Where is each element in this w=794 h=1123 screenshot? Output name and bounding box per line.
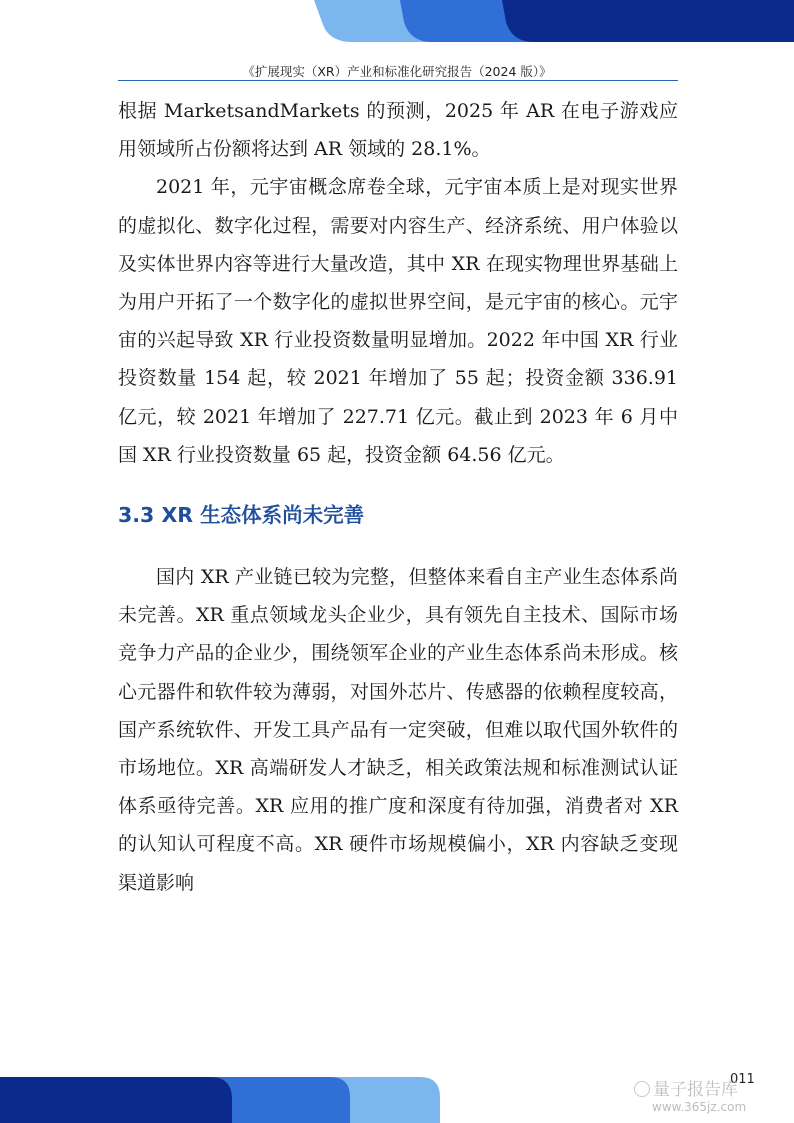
header-title: 《扩展现实（XR）产业和标准化研究报告（2024 版）》 [242, 64, 552, 79]
watermark-name: 量子报告库 [653, 1080, 738, 1100]
section-heading: 3.3 XR 生态体系尚未完善 [118, 503, 365, 528]
top-decorative-band [314, 0, 794, 42]
watermark-icon [634, 1081, 650, 1097]
watermark [634, 1080, 790, 1114]
paragraph-1: 根据 MarketsandMarkets 的预测，2025 年 AR 在电子游戏应用领域所占份额将达到 AR 领域的 28.1%。 [118, 100, 678, 161]
main-content [118, 92, 678, 902]
header-rule [118, 80, 678, 81]
paragraph-3: 国内 XR 产业链已较为完整，但整体来看自主产业生态体系尚未完善。XR 重点领域龙头企业少，具有领先自主技术、国际市场竞争力产品的企业少，围绕领军企业的产业生态体系尚未形成。核心元器件和软件较为薄弱，对国外芯片、传感器的依赖程度较高，国产系统软件、开发工具产品有一定突破，但难以取代国外软件的市场地位。XR 高端研发人才缺乏，相关政策法规和标准测试认证体系亟待完善。XR 应用的推广度和深度有待加强，消费者对 XR 的认知认可程度不高。XR 硬件市场规模偏小，XR 内容缺乏变现渠道影响 [118, 566, 678, 894]
watermark-url: www.365jz.com [652, 1100, 747, 1114]
paragraph-2: 2021 年，元宇宙概念席卷全球，元宇宙本质上是对现实世界的虚拟化、数字化过程，需要对内容生产、经济系统、用户体验以及实体世界内容等进行大量改造，其中 XR 在现实物理世界基础上为用户开拓了一个数字化的虚拟世界空间，是元宇宙的核心。元宇宙的兴起导致 XR 行业投资数量明显增加。2022 年中国 XR 行业投资数量 154 起，较 2021 年增加了 55 起；投资金额 336.91 亿元，较 2021 年增加了 227.71 亿元。截止到 2023 年 6 月中国 XR 行业投资数量 65 起，投资金额 64.56 亿元。 [118, 176, 678, 466]
page-number: 011 [730, 1072, 755, 1087]
bottom-decorative-band [0, 1077, 440, 1123]
